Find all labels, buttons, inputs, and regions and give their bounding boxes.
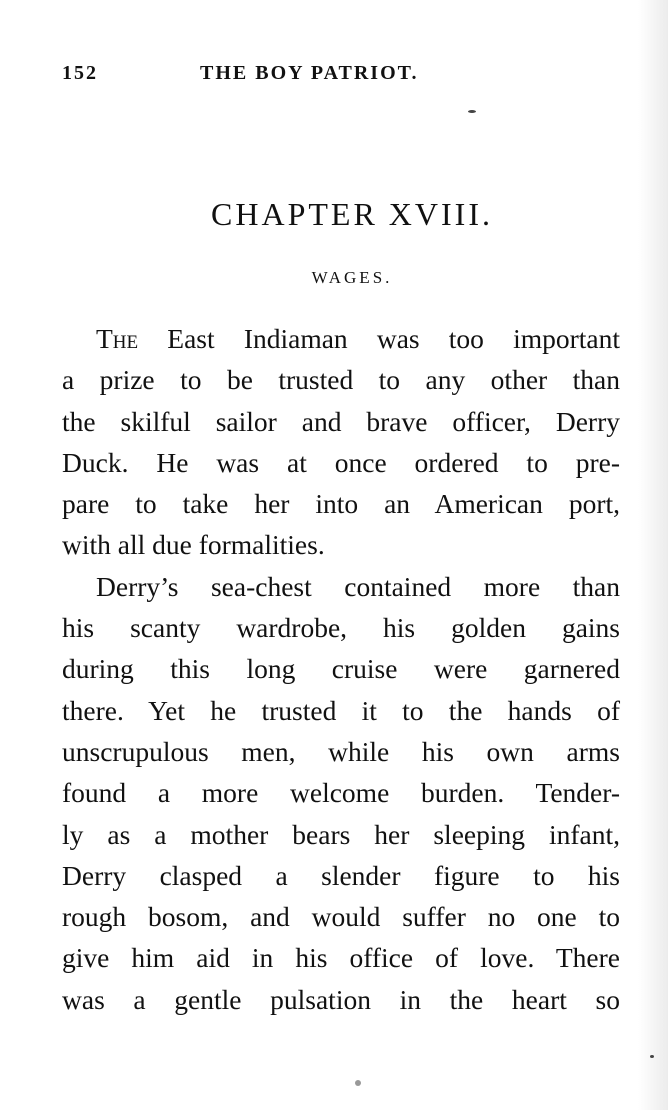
running-head <box>62 62 622 96</box>
text-line: The East Indiaman was too important <box>96 323 620 354</box>
page-number: 152 <box>62 62 98 84</box>
page-edge-shadow <box>638 0 668 1110</box>
body-text <box>62 318 620 1020</box>
text-line: the skilful sailor and brave officer, Derry <box>62 405 620 437</box>
text-line: during this long cruise were garnered <box>62 653 620 685</box>
text-line: ly as a mother bears her sleeping infant, <box>62 818 620 850</box>
text-line: with all due formalities. <box>62 529 325 561</box>
ink-speck <box>355 1080 361 1086</box>
text-line: Duck. He was at once ordered to pre- <box>62 446 620 478</box>
text-line: his scanty wardrobe, his golden gains <box>62 612 620 644</box>
ink-speck <box>650 1055 654 1058</box>
text-line: a prize to be trusted to any other than <box>62 364 620 396</box>
lead-word: The <box>96 323 139 354</box>
text-line: rough bosom, and would suffer no one to <box>62 901 620 933</box>
running-title: THE BOY PATRIOT. <box>200 62 419 84</box>
text-line: unscrupulous men, while his own arms <box>62 735 620 767</box>
text-line: Derry clasped a slender figure to his <box>62 859 620 891</box>
text-line: give him aid in his office of love. There <box>62 942 620 974</box>
chapter-subtitle: WAGES. <box>311 268 393 287</box>
text-line: pare to take her into an American port, <box>62 488 620 520</box>
text-line: Derry’s sea-chest contained more than <box>96 570 620 602</box>
text-line: was a gentle pulsation in the heart so <box>62 983 620 1015</box>
text-line: there. Yet he trusted it to the hands of <box>62 694 620 726</box>
chapter-title: CHAPTER XVIII. <box>211 196 493 232</box>
text-line: found a more welcome burden. Tender- <box>62 777 620 809</box>
ink-speck <box>468 110 476 113</box>
